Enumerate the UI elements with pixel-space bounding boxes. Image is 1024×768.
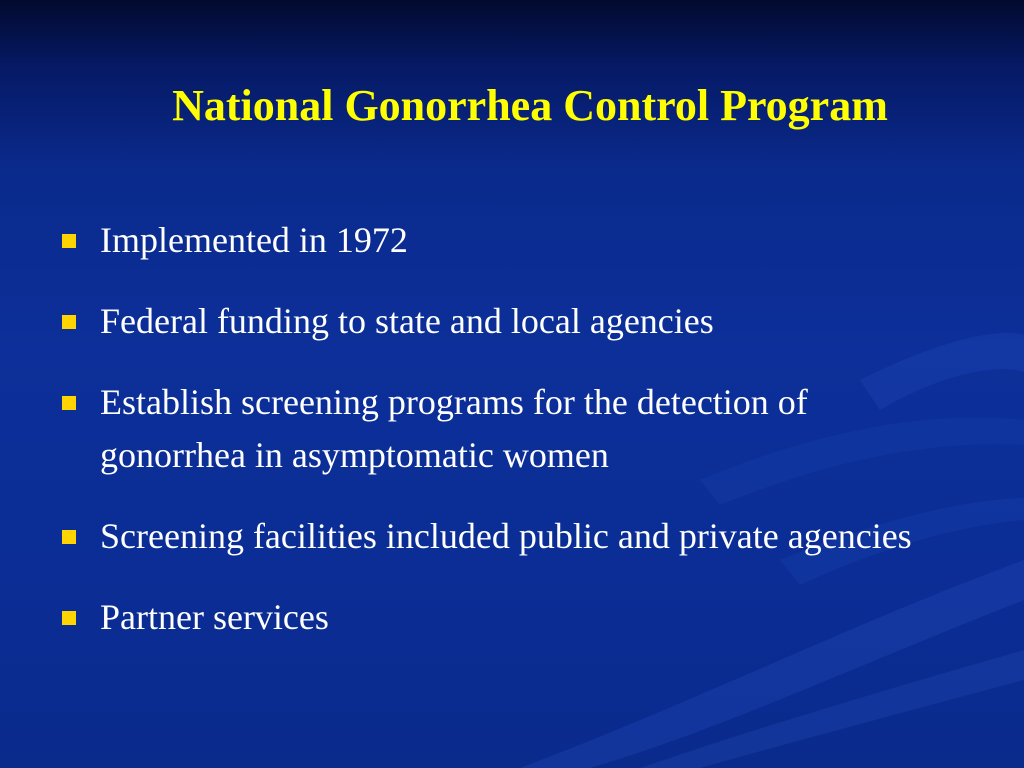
bullet-text: Partner services <box>100 597 329 637</box>
square-bullet-icon <box>62 611 76 625</box>
bullet-text: Federal funding to state and local agencies <box>100 301 714 341</box>
square-bullet-icon <box>62 315 76 329</box>
slide-title: National Gonorrhea Control Program <box>172 81 888 130</box>
bullet-item <box>62 510 962 563</box>
bullet-item <box>62 295 962 348</box>
square-bullet-icon <box>62 396 76 410</box>
bullet-list <box>62 214 962 672</box>
square-bullet-icon <box>62 530 76 544</box>
bullet-text: Screening facilities included public and private agencies <box>100 516 912 556</box>
bullet-item <box>62 214 962 267</box>
bullet-text: Implemented in 1972 <box>100 220 408 260</box>
bullet-item <box>62 591 962 644</box>
square-bullet-icon <box>62 234 76 248</box>
bullet-text: Establish screening programs for the detection of gonorrhea in asymptomatic women <box>100 382 808 475</box>
bullet-item <box>62 376 962 482</box>
